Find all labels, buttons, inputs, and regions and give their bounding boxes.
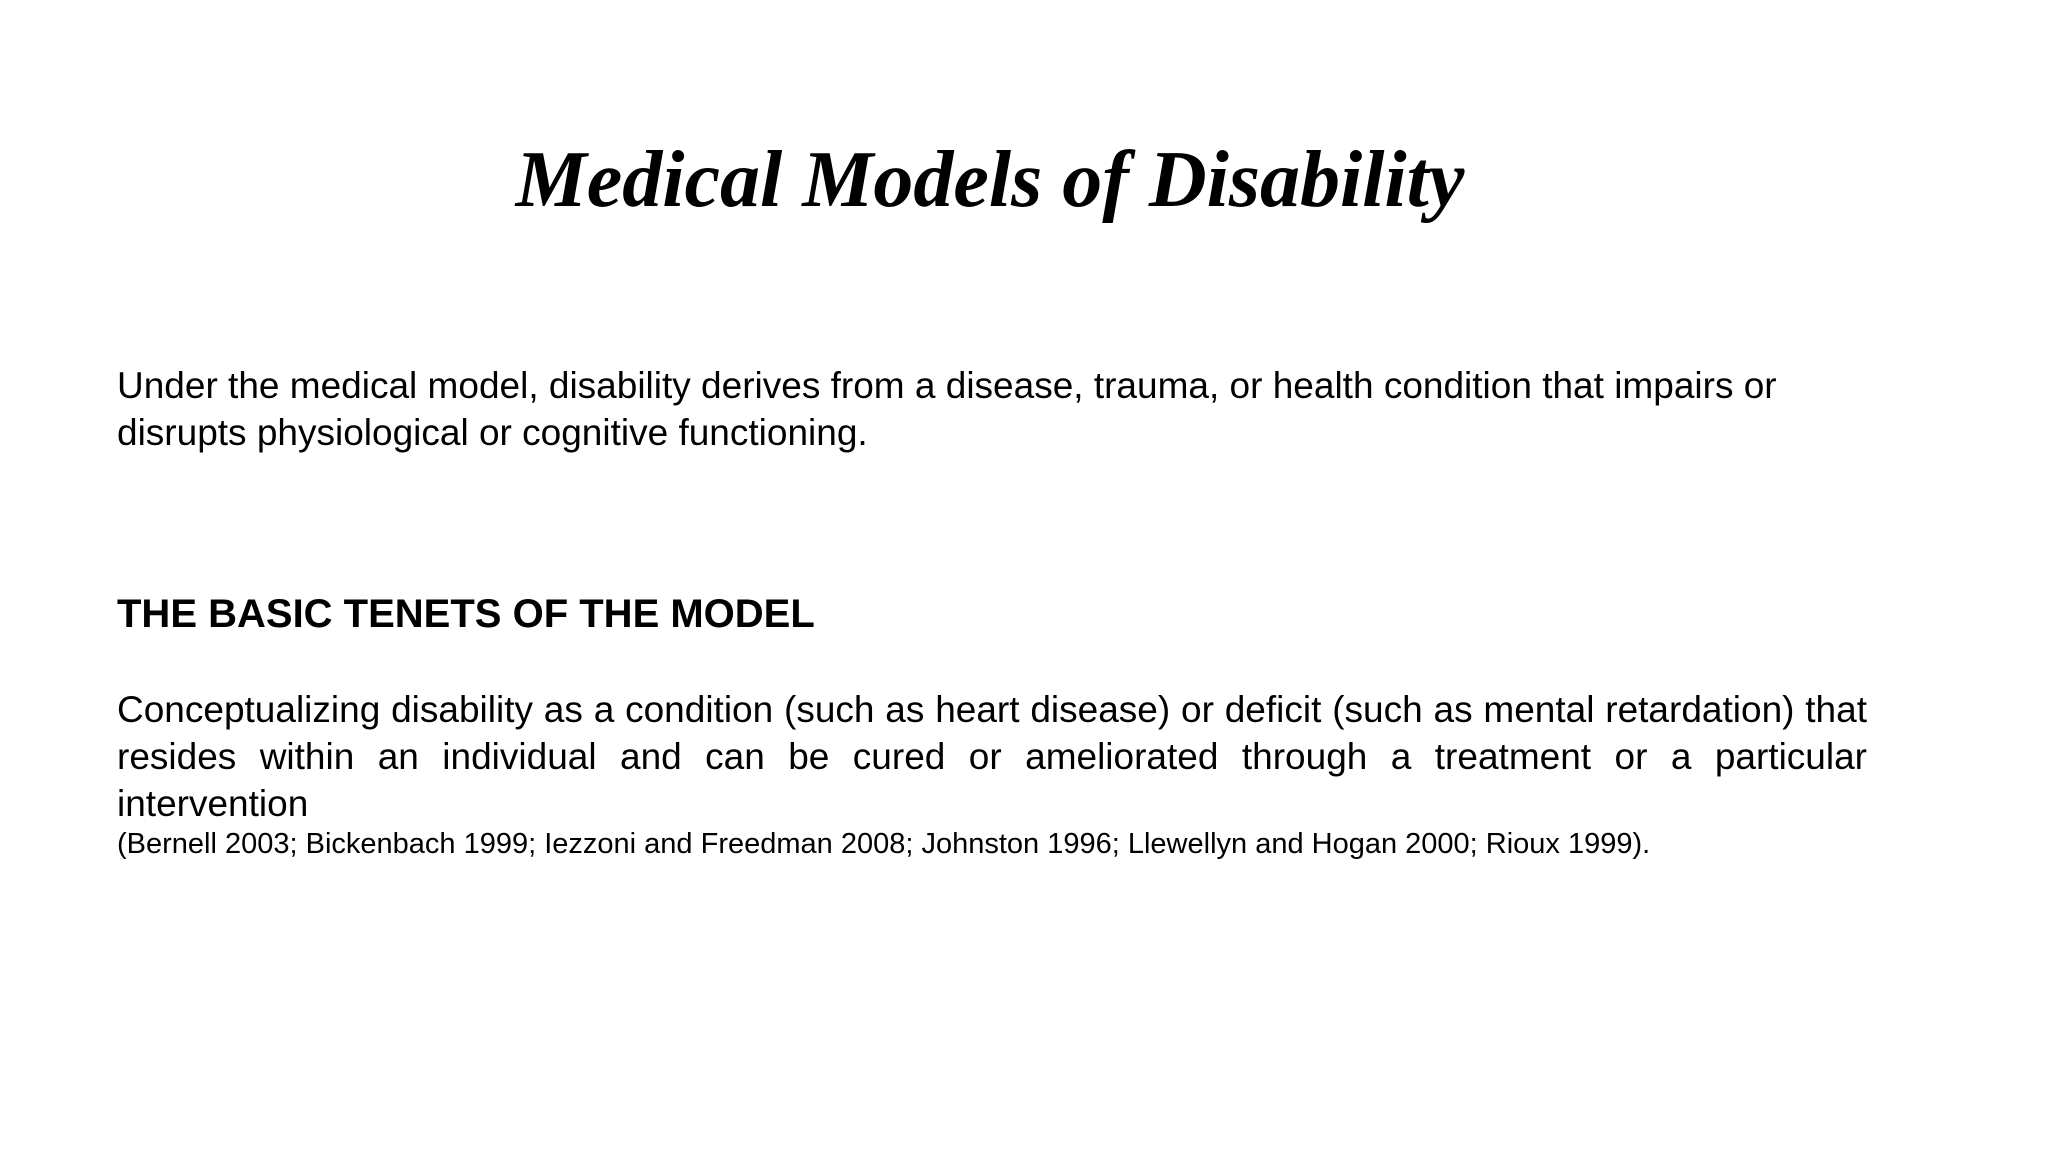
tenet-paragraph: Conceptualizing disability as a condition (such as heart disease) or deficit (such as mental retardation) that resides within an individual and can be cured or ameliorated through a treatment or a particular intervention [117, 689, 1867, 824]
section-heading: THE BASIC TENETS OF THE MODEL [117, 592, 815, 636]
citation-text: (Bernell 2003; Bickenbach 1999; Iezzoni and Freedman 2008; Johnston 1996; Llewellyn and Hogan 2000; Rioux 1999). [117, 828, 1651, 860]
slide-title: Medical Models of Disability [515, 136, 1465, 224]
intro-paragraph: Under the medical model, disability derives from a disease, trauma, or health condition that impairs or disrupts physiological or cognitive functioning. [117, 365, 1777, 453]
